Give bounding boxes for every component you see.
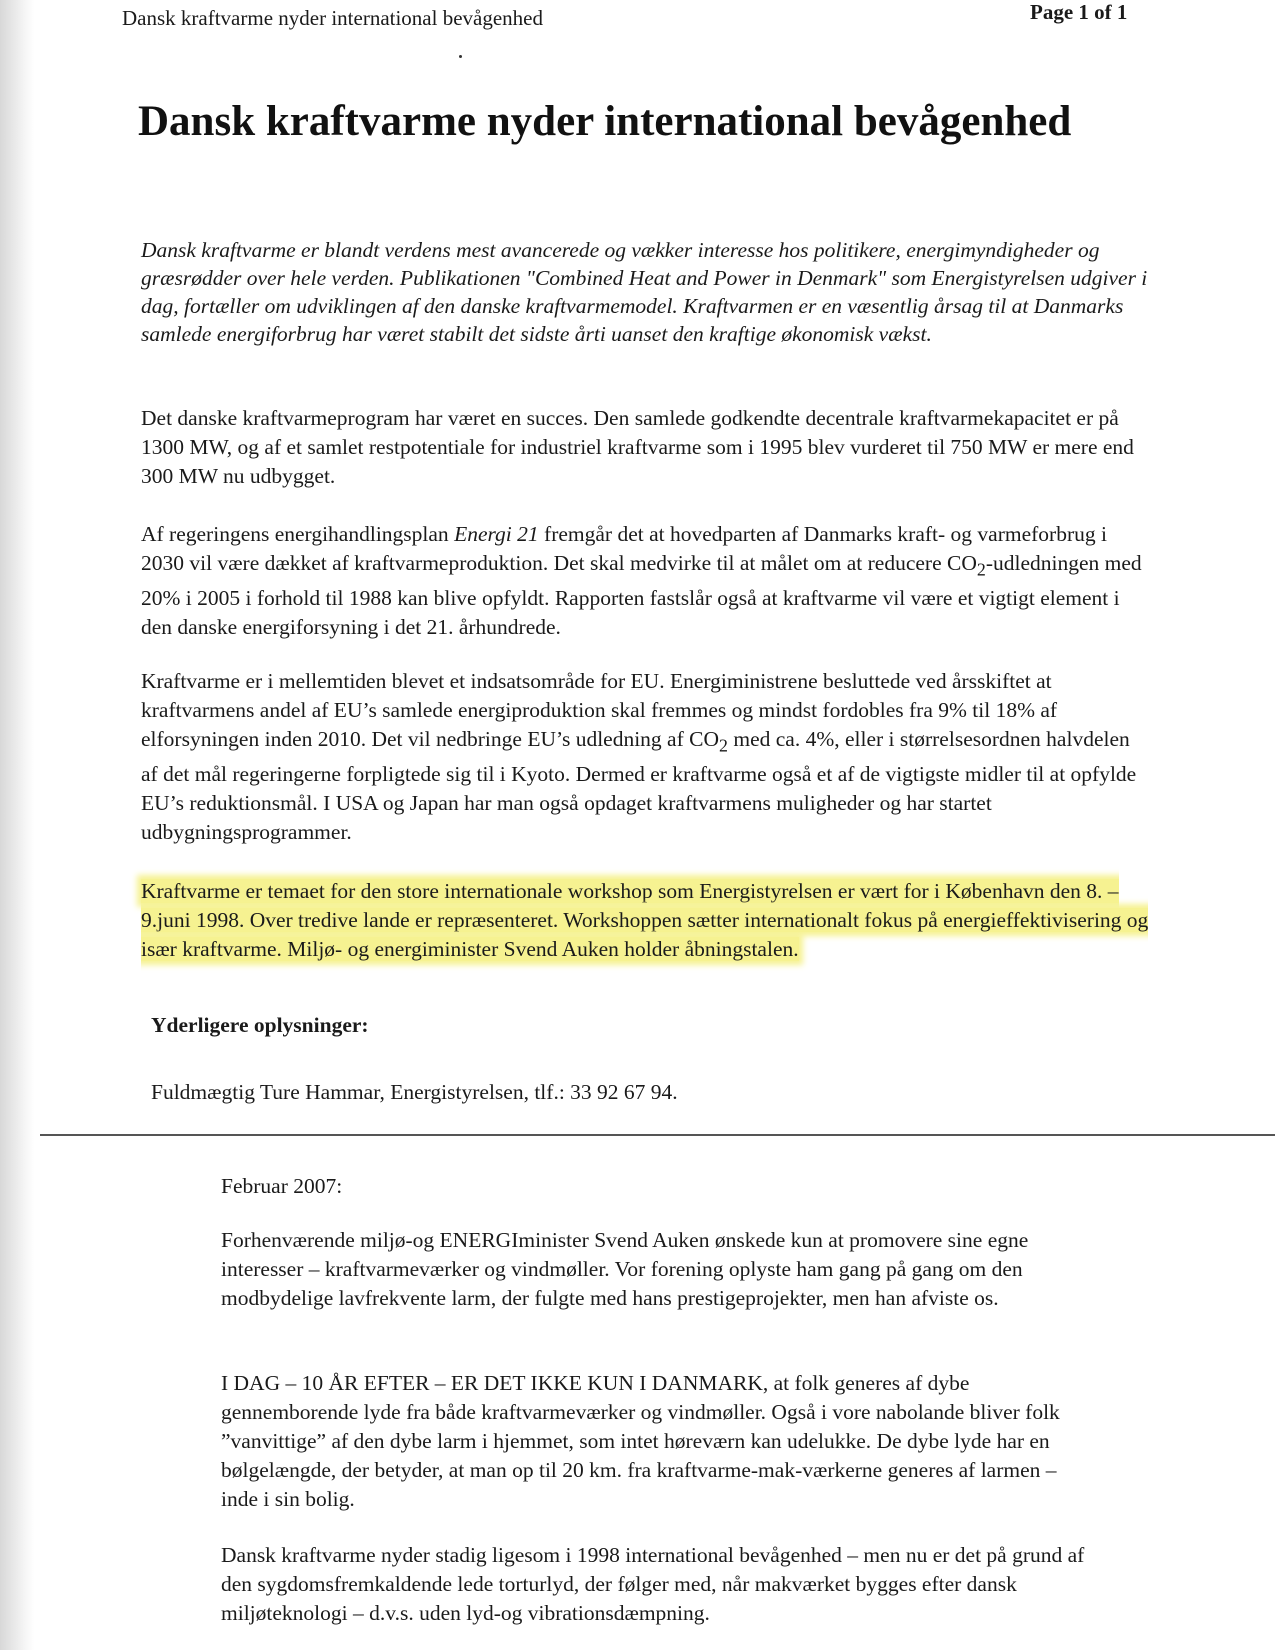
article-intro: Dansk kraftvarme er blandt verdens mest avancerede og vækker interesse hos politikere, energimyndigheder og græsrødder over hele verden. Publikationen "Combined Heat and Power in Denmark" som Energistyrelsen udgiver i dag, fortæller om udviklingen af den danske kraftvarmemodel. Kraftvarmen er en væsentlig årsag til at Danmarks samlede energiforbrug har været stabilt det sidste årti uanset den kraftige økonomisk vækst.: [141, 238, 1148, 346]
addendum-paragraph-3: Dansk kraftvarme nyder stadig ligesom i 1998 international bevågenhed – men nu er det på grund af den sygdomsfremkaldende lede torturlyd, der følger med, når makværket bygges efter dansk miljøteknologi – d.v.s. uden lyd-og vibrationsdæmpning.: [221, 1543, 1085, 1625]
info-heading: Yderligere oplysninger:: [151, 1013, 369, 1037]
addendum-paragraph-2: I DAG – 10 ÅR EFTER – ER DET IKKE KUN I DANMARK, at folk generes af dybe gennemborende lyde fra både kraftvarmeværker og vindmøller. Også i vore nabolande bliver folk ”vanvittige” af den dybe larm i hjemmet, som intet høreværn kan udelukke. De dybe lyde har en bølgelængde, der betyder, at man op til 20 km. fra kraftvarme-mak-værkerne generes af larmen – inde i sin bolig.: [221, 1371, 1060, 1511]
highlighted-text: Kraftvarme er temaet for den store internationale workshop som Energistyrelsen er vært for i København den 8. – 9.juni 1998. Over tredive lande er repræsenteret. Workshoppen sætter internationalt fokus på energieffektivisering og især kraftvarme. Miljø- og energiminister Svend Auken holder åbningstalen.: [141, 879, 1149, 961]
addendum-paragraph-1: Forhenværende miljø-og ENERGIminister Svend Auken ønskede kun at promovere sine egne interesser – kraftvarmeværker og vindmøller. Vor forening oplyste ham gang på gang om den modbydelige lavfrekvente larm, der fulgte med hans prestigeprojekter, men han afviste os.: [221, 1228, 1029, 1310]
page-indicator: Page 1 of 1: [1030, 0, 1128, 24]
article-paragraph-4-highlighted: [141, 877, 1151, 964]
contact-line: Fuldmægtig Ture Hammar, Energistyrelsen, tlf.: 33 92 67 94.: [151, 1080, 678, 1104]
paragraph-2-text-b: fremgår det at hovedparten af Danmarks kraft- og varmeforbrug i 2030 vil være dækket af kraftvarmeproduktion. Det skal medvirke til at målet om at reducere CO: [141, 522, 1107, 575]
section-divider: [40, 1134, 1275, 1136]
paragraph-3-text-a: Kraftvarme er i mellemtiden blevet et indsatsområde for EU. Energiministrene besluttede ved årsskiftet at kraftvarmens andel af EU’s samlede energiproduktion skal fremmes og mindst fordobles fra 9% til 18% af elforsyningen inden 2010. Det vil nedbringe EU’s udledning af CO: [141, 669, 1058, 751]
co2-subscript: 2: [719, 735, 728, 756]
article-paragraph-2: [141, 520, 1151, 642]
co2-subscript: 2: [976, 559, 986, 580]
paragraph-2-text-c: -udledningen med 20% i 2005 i forhold til 1988 kan blive opfyldt. Rapporten fastslår også at kraftvarme vil være et vigtigt element i den danske energiforsyning i det 21. århundrede.: [141, 551, 1142, 640]
paragraph-2-text-a: Af regeringens energihandlingsplan: [141, 522, 455, 546]
paragraph-3-text-b: med ca. 4%, eller i størrelsesordnen halvdelen af det mål regeringerne forpligtede sig til i Kyoto. Dermed er kraftvarme også et af de vigtigste midler til at opfylde EU’s reduktionsmål. I USA og Japan har man også opdaget kraftvarmens muligheder og har startet udbygningsprogrammer.: [141, 727, 1137, 845]
article-headline: Dansk kraftvarme nyder international bevågenhed: [138, 98, 1072, 145]
addendum-date: Februar 2007:: [221, 1174, 343, 1198]
running-title: Dansk kraftvarme nyder international bevågenhed: [122, 6, 543, 30]
article-paragraph-3: [141, 667, 1151, 847]
scan-speck: [459, 55, 462, 58]
article-paragraph-1: Det danske kraftvarmeprogram har været en succes. Den samlede godkendte decentrale kraftvarmekapacitet er på 1300 MW, og af et samlet restpotentiale for industriel kraftvarme som i 1995 blev vurderet til 750 MW er mere end 300 MW nu udbygget.: [141, 406, 1134, 488]
energy-plan-name: Energi 21: [454, 522, 539, 546]
scan-edge-shadow: [0, 0, 34, 1650]
